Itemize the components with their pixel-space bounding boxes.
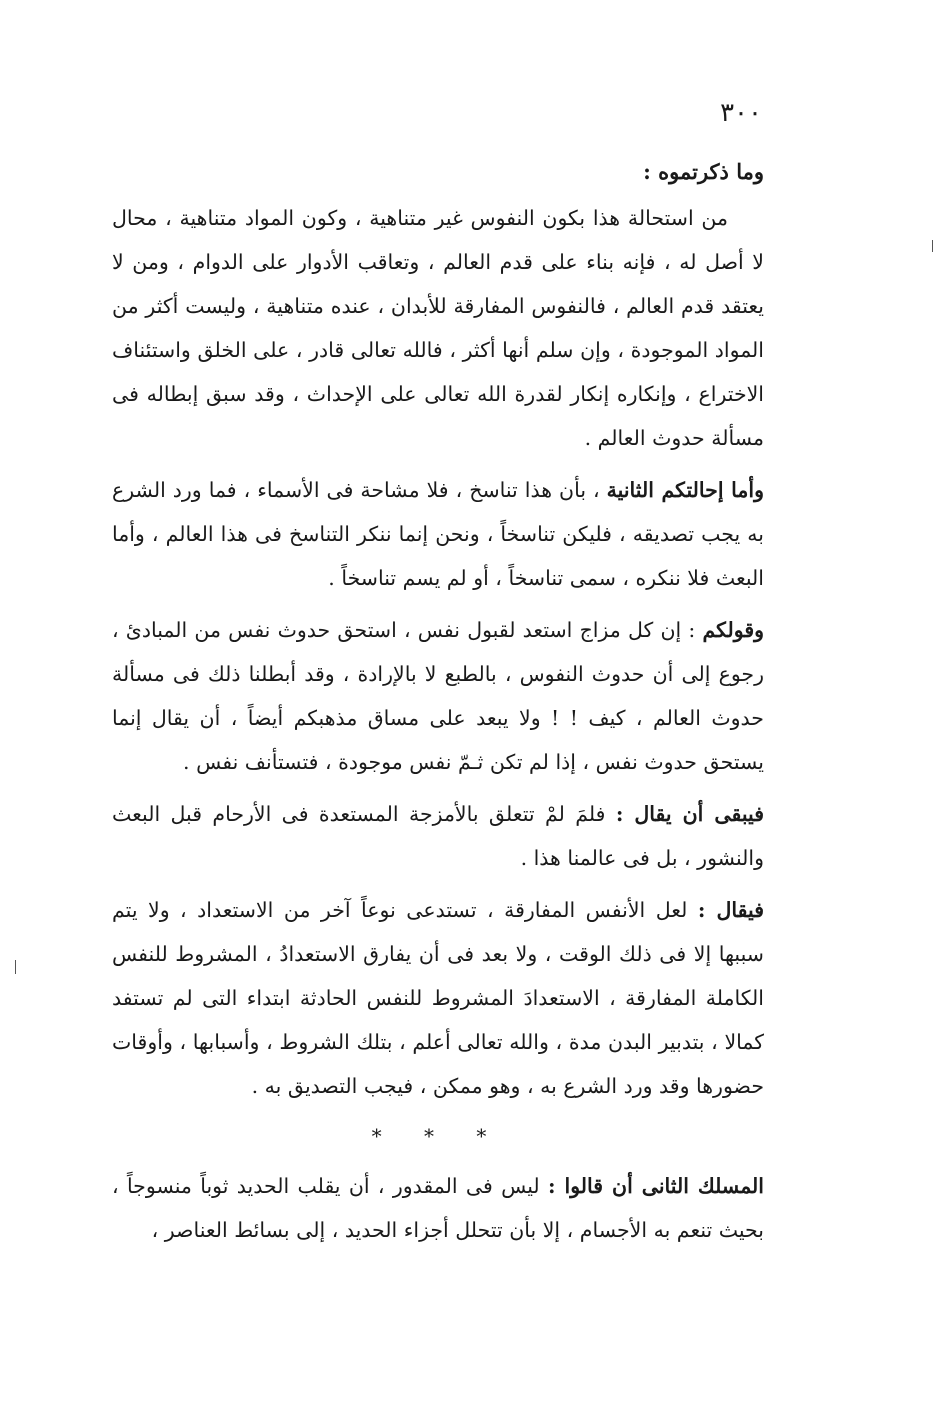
- paragraph-4-lead: فيبقى أن يقال :: [615, 802, 764, 826]
- paragraph-1: [112, 196, 764, 460]
- section-heading: وما ذكرتموه :: [643, 159, 764, 184]
- paragraph-2-text: ، بأن هذا تناسخ ، فلا مشاحة فى الأسماء ، فما ورد الشرع به يجب تصديقه ، فليكن تناسخاً ، ونحن إنما ننكر التناسخ فى هذا العالم ، وأما البعث فلا ننكره ، سمى تناسخاً ، أو لم يسم تناسخاً .: [112, 478, 764, 590]
- paragraph-5-lead: فيقال :: [697, 898, 765, 922]
- page-number: ٣٠٠: [720, 98, 762, 128]
- paragraph-final-lead: المسلك الثانى أن قالوا :: [548, 1174, 764, 1198]
- paragraph-4-text: فلمَ لمْ تتعلق بالأمزجة المستعدة فى الأرحام قبل البعث والنشور ، بل فى عالمنا هذا .: [112, 802, 764, 870]
- paragraph-1-text: من استحالة هذا بكون النفوس غير متناهية ، وكون المواد متناهية ، محال لا أصل له ، فإنه بناء على قدم العالم ، وتعاقب الأدوار على الدوام ، ومن لا يعتقد قدم العالم ، فالنفوس المفارقة للأبدان ، عنده متناهية ، وليست أكثر من المواد الموجودة ، وإن سلم أنها أكثر ، فالله تعالى قادر ، على الخلق واستئناف الاختراع ، وإنكاره إنكار لقدرة الله تعالى على الإحداث ، وقد سبق إبطاله فى مسألة حدوث العالم .: [112, 206, 764, 450]
- scan-speck: [15, 960, 16, 974]
- page-body: [112, 150, 764, 1260]
- paragraph-final-text: ليس فى المقدور ، أن يقلب الحديد ثوباً منسوجاً ، بحيث تنعم به الأجسام ، إلا بأن تتحلل أجزاء الحديد ، إلى بسائط العناصر ،: [112, 1174, 764, 1242]
- paragraph-4: [112, 792, 764, 880]
- paragraph-3-lead: وقولكم: [702, 618, 765, 642]
- paragraph-2-lead: وأما إحالتكم الثانية: [606, 478, 764, 502]
- scan-speck: [932, 240, 933, 252]
- section-separator: * * *: [371, 1124, 505, 1148]
- paragraph-5-text: لعل الأنفس المفارقة ، تستدعى نوعاً آخر من الاستعداد ، ولا يتم سببها إلا فى ذلك الوقت ، ولا بعد فى أن يفارق الاستعدادُ ، المشروط للنفس الكاملة المفارقة ، الاستعدادَ المشروط للنفس الحادثة ابتداء التى لم تستفد كمالا ، بتدبير البدن مدة ، والله تعالى أعلم ، بتلك الشروط ، وأسبابها ، وأوقات حضورها وقد ورد الشرع به ، وهو ممكن ، فيجب التصديق به .: [112, 898, 764, 1098]
- paragraph-2: [112, 468, 764, 600]
- paragraph-final: [112, 1164, 764, 1252]
- paragraph-5: [112, 888, 764, 1108]
- paragraph-3: [112, 608, 764, 784]
- paragraph-3-text: : إن كل مزاج استعد لقبول نفس ، استحق حدوث نفس من المبادئ ، رجوع إلى أن حدوث النفوس ، بالطبع لا بالإرادة ، وقد أبطلنا ذلك فى مسألة حدوث العالم ، كيف ! ! ولا يبعد على مساق مذهبكم أيضاً ، أن يقال إنما يستحق حدوث نفس ، إذا لم تكن ثـمّ نفس موجودة ، فتستأنف نفس .: [112, 618, 764, 774]
